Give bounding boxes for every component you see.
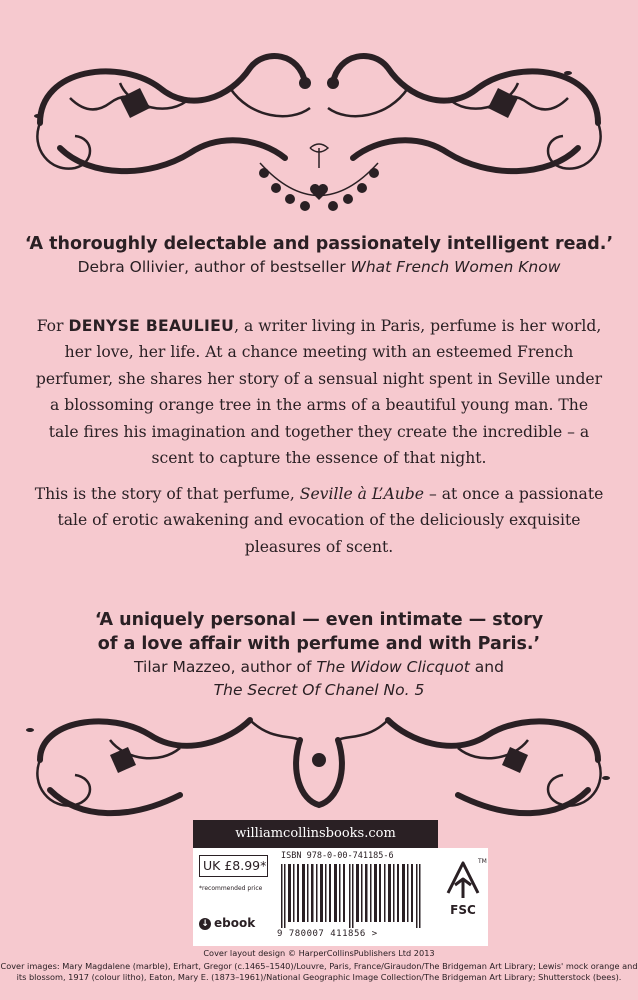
quote-2-and: and [469,658,504,676]
top-ornament [0,28,638,218]
perfume-title: Seville à L’Aube [299,485,424,503]
barcode-box [273,848,438,946]
ebook-badge [199,916,255,930]
price-box [193,848,273,946]
bottom-ornament [0,700,638,830]
price-label: UK £8.99* [199,855,268,877]
quote-1 [0,232,638,279]
recommended-price-note: *recommended price [199,885,263,892]
quote-1-author: Debra Ollivier, author of bestseller [77,258,351,276]
fsc-box [438,848,488,946]
quote-2-book-title-2: The Secret Of Chanel No. 5 [213,681,425,699]
download-icon: ↓ [199,918,211,930]
barcode-digits: 9 780007 411856 > [277,929,378,939]
author-name: DENYSE BEAULIEU [68,317,235,335]
blurb-2-text: – at once a passionate tale of erotic awakening and evocation of the deliciously exquisite pleasures of scent. [57,485,604,556]
quote-2-line-1: ‘A uniquely personal — even intimate — story [94,610,544,630]
trademark-mark: TM [478,858,487,865]
blurb-1-text: , a writer living in Paris, perfume is her world, her love, her life. At a chance meeting with an esteemed French perfumer, she shares her story of a sensual night spent in Seville under a blossoming orange tree in the arms of a beautiful young man. The tale fires his imagination and together they create the incredible – a scent to capture the essence of that night. [35,317,603,468]
blurb-paragraph-1 [34,313,604,471]
quote-2-book-title-1: The Widow Clicquot [316,658,470,676]
isbn-label: ISBN 978-0-00-741185-6 [281,851,394,861]
quote-2-line-2: of a love affair with perfume and with Paris.’ [97,634,541,654]
quote-2-attribution-line-2 [0,679,638,702]
fsc-label: FSC [450,903,476,917]
blurb-1-lead: For [36,317,69,335]
blurb-paragraph-2 [34,481,604,560]
publisher-website: williamcollinsbooks.com [193,820,438,848]
blurb-2-lead: This is the story of that perfume, [34,485,300,503]
quote-1-attribution [0,256,638,279]
image-credit: Cover images: Mary Magdalene (marble), Erhart, Gregor (c.1465–1540)/Louvre, Paris, France/Giraudon/The Bridgeman Art Library; Lewis' mock orange and its blossom, 1917 (colour litho), Eaton, Mary E. (1873–1961)/National Geographic Image Collection/The Bridgeman Art Library; Shutterstock (bees). [0,961,638,982]
quote-2-author: Tilar Mazzeo, author of [134,658,317,676]
quote-1-text: ‘A thoroughly delectable and passionately intelligent read.’ [24,234,614,254]
quote-2-attribution [0,656,638,679]
ebook-label: ebook [214,916,256,930]
barcode [279,864,431,928]
quote-2 [0,608,638,702]
quote-1-book-title: What French Women Know [350,258,561,276]
layout-credit: Cover layout design © HarperCollinsPublishers Ltd 2013 [203,948,435,958]
